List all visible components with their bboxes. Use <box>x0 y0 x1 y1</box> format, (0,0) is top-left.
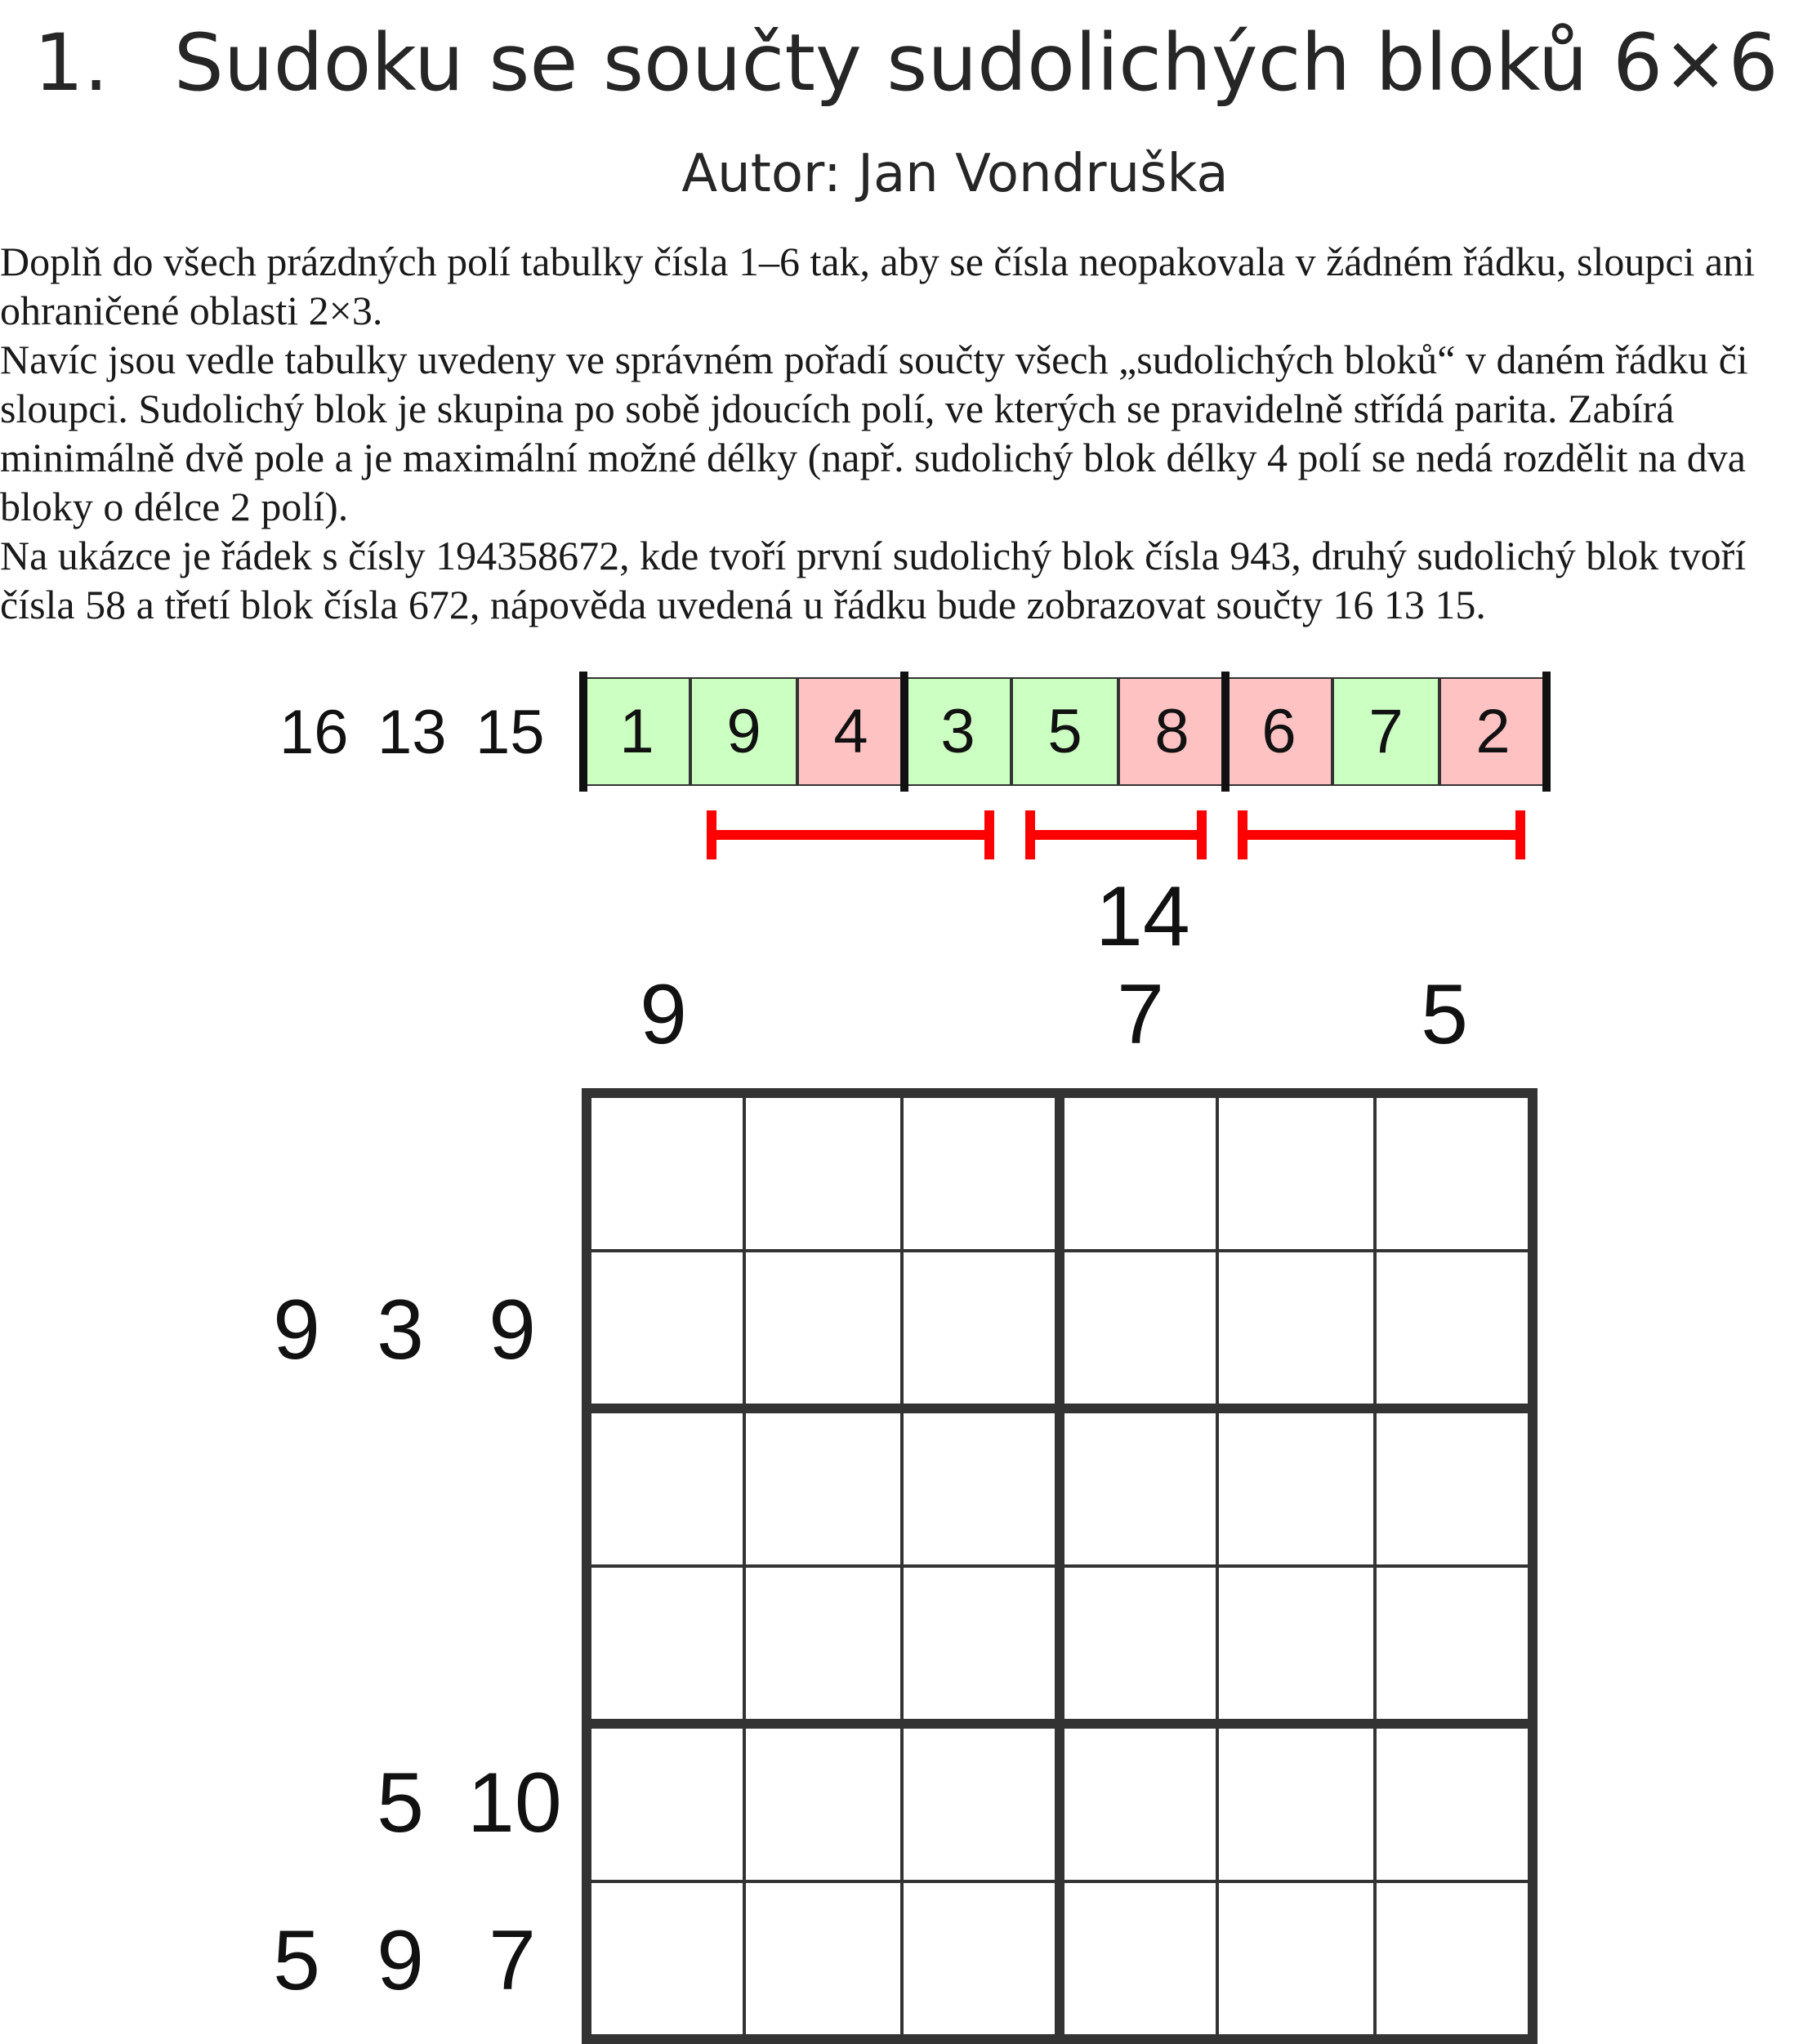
grid-cell[interactable] <box>902 1408 1060 1566</box>
grid-cell[interactable] <box>587 1566 744 1724</box>
grid-cell[interactable] <box>1375 1881 1533 2039</box>
grid-cell[interactable] <box>744 1724 902 1881</box>
grid-line-vertical <box>1216 1088 1219 2044</box>
example-cell: 8 <box>1118 677 1225 786</box>
example-cell: 4 <box>797 677 904 786</box>
grid-cell[interactable] <box>1217 1881 1375 2039</box>
example-cell: 9 <box>690 677 797 786</box>
example-cell: 7 <box>1332 677 1439 786</box>
example-block-bracket <box>712 810 989 859</box>
grid-cell[interactable] <box>587 1251 744 1408</box>
grid-cell[interactable] <box>1060 1724 1217 1881</box>
grid-cell[interactable] <box>1375 1093 1533 1251</box>
grid-cell[interactable] <box>744 1251 902 1408</box>
row-clue: 9 <box>489 1282 536 1377</box>
column-clue: 9 <box>640 967 687 1062</box>
instructions-paragraph-1: Doplň do všech prázdných polí tabulky čísla 1–6 tak, aby se čísla neopakovala v žádném řádku, sloupci ani ohraničené oblasti 2×3. <box>0 239 1755 333</box>
author-line: Autor: Jan Vondruška <box>681 144 1229 204</box>
example-block-bracket <box>1243 810 1520 859</box>
instructions-paragraph-3: Na ukázce je řádek s čísly 194358672, kde tvoří první sudolichý blok čísla 943, druhý sudolichý blok tvoří čísla 58 a třetí blok čísla 672, nápověda uvedená u řádku bude zobrazovat součty 16 13 15. <box>0 533 1747 627</box>
grid-line-vertical <box>1373 1088 1377 2044</box>
example-cell: 3 <box>904 677 1011 786</box>
row-clue: 7 <box>489 1912 536 2008</box>
grid-cell[interactable] <box>1217 1724 1375 1881</box>
example-group-divider <box>1542 672 1551 792</box>
row-clue: 5 <box>377 1755 424 1850</box>
column-clue: 14 <box>1096 869 1190 964</box>
grid-cell[interactable] <box>1060 1093 1217 1251</box>
grid-cell[interactable] <box>1375 1408 1533 1566</box>
grid-cell[interactable] <box>1217 1566 1375 1724</box>
puzzle-title-text: Sudoku se součty sudolichých bloků 6×6 <box>173 17 1779 109</box>
grid-cell[interactable] <box>1217 1408 1375 1566</box>
example-group-divider <box>900 672 908 792</box>
grid-cell[interactable] <box>744 1408 902 1566</box>
grid-box-border-horizontal <box>582 1719 1538 1729</box>
example-cell: 6 <box>1225 677 1332 786</box>
row-clue: 3 <box>377 1282 424 1377</box>
example-sum: 16 <box>279 698 349 767</box>
grid-cell[interactable] <box>1217 1093 1375 1251</box>
row-clue: 9 <box>377 1912 424 2008</box>
example-sum: 15 <box>475 698 545 767</box>
instructions-paragraph-2: Navíc jsou vedle tabulky uvedeny ve správném pořadí součty všech „sudolichých bloků“ v daném řádku či sloupci. Sudolichý blok je skupina po sobě jdoucích polí, ve kterých se pravidelně střídá parita. Zabírá minimálně dvě pole a je maximální možné délky (např. sudolichý blok délky 4 polí se nedá rozdělit na dva bloky o délce 2 polí). <box>0 337 1748 529</box>
grid-cell[interactable] <box>744 1093 902 1251</box>
grid-cell[interactable] <box>587 1881 744 2039</box>
grid-cell[interactable] <box>902 1724 1060 1881</box>
grid-box-border-vertical <box>1528 1088 1538 2044</box>
grid-cell[interactable] <box>1375 1566 1533 1724</box>
grid-cell[interactable] <box>587 1093 744 1251</box>
grid-cell[interactable] <box>1060 1881 1217 2039</box>
grid-cell[interactable] <box>902 1093 1060 1251</box>
grid-cell[interactable] <box>1375 1724 1533 1881</box>
example-sum: 13 <box>377 698 447 767</box>
grid-cell[interactable] <box>1060 1408 1217 1566</box>
row-clue: 9 <box>273 1282 320 1377</box>
grid-box-border-horizontal <box>582 2034 1538 2044</box>
row-clue: 10 <box>467 1755 562 1850</box>
column-clue: 5 <box>1421 967 1468 1062</box>
grid-cell[interactable] <box>1060 1251 1217 1408</box>
grid-line-horizontal <box>582 1880 1538 1883</box>
grid-cell[interactable] <box>587 1724 744 1881</box>
example-group-divider <box>1221 672 1230 792</box>
grid-cell[interactable] <box>587 1408 744 1566</box>
example-cell: 5 <box>1011 677 1118 786</box>
grid-cell[interactable] <box>744 1881 902 2039</box>
grid-cell[interactable] <box>902 1251 1060 1408</box>
grid-line-horizontal <box>582 1564 1538 1568</box>
grid-cell[interactable] <box>1217 1251 1375 1408</box>
example-block-bracket <box>1030 810 1202 859</box>
grid-cell[interactable] <box>902 1566 1060 1724</box>
example-cell: 2 <box>1439 677 1546 786</box>
grid-cell[interactable] <box>1375 1251 1533 1408</box>
row-clue: 5 <box>273 1912 320 2008</box>
puzzle-number: 1. <box>33 17 109 109</box>
column-clue: 7 <box>1117 967 1164 1062</box>
grid-cell[interactable] <box>744 1566 902 1724</box>
example-group-divider <box>579 672 587 792</box>
example-cell: 1 <box>583 677 690 786</box>
grid-cell[interactable] <box>1060 1566 1217 1724</box>
grid-cell[interactable] <box>902 1881 1060 2039</box>
